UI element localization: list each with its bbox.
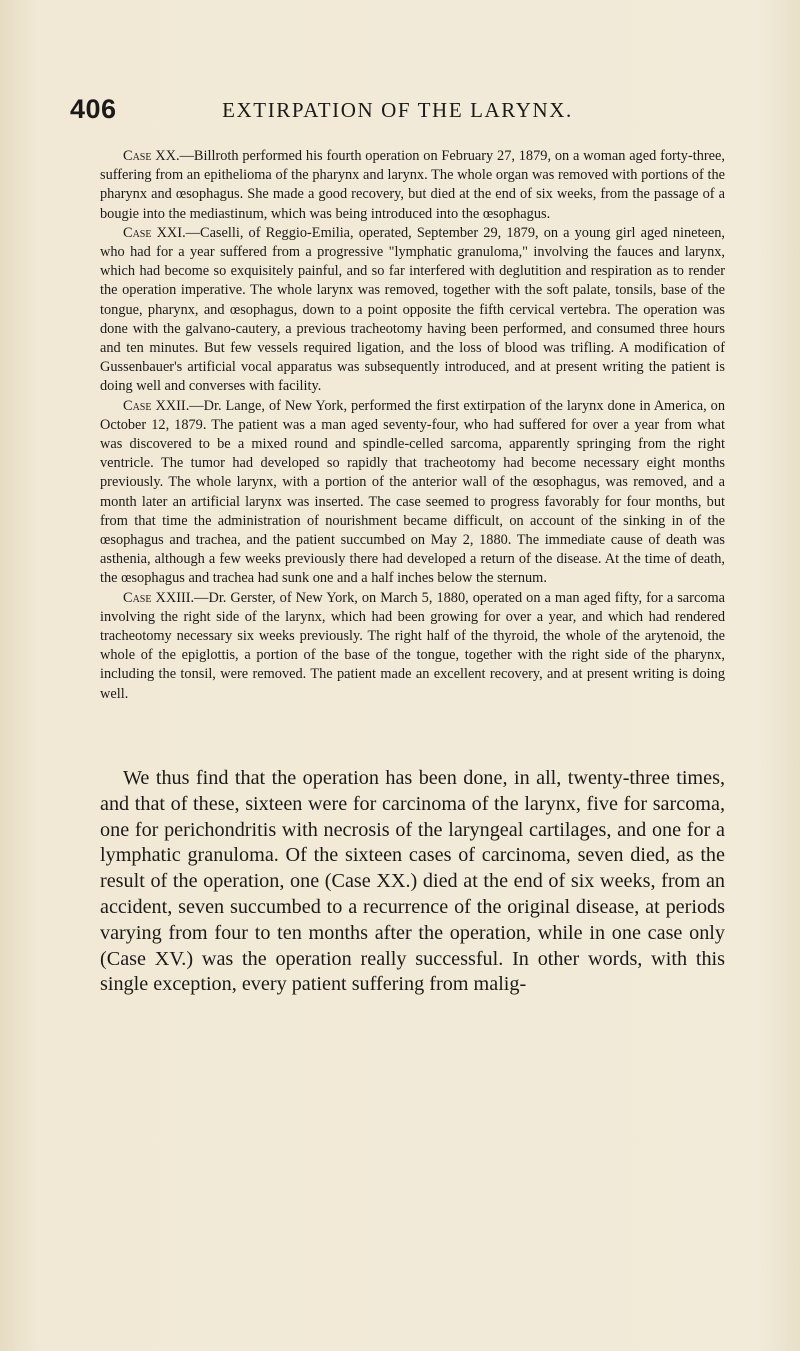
case-paragraph (100, 147, 725, 224)
case-paragraph (100, 589, 725, 704)
case-label: Case XXIII. (123, 589, 195, 606)
case-reports (100, 147, 725, 704)
case-paragraph (100, 224, 725, 397)
case-text: —Dr. Gerster, of New York, on March 5, 1880, operated on a man aged fifty, for a sarcoma involving the right side of the larynx, which had been growing for over a year, and which had rendered tracheotomy necessary six weeks previously. The right half of the thyroid, the whole of the arytenoid, the whole of the epiglottis, a portion of the base of the tongue, together with the right side of the pharynx, including the tonsil, were removed. The patient made an excellent recovery, and at present writing is doing well. (100, 589, 726, 702)
page-header (70, 94, 725, 130)
summary-section (100, 766, 725, 998)
page-number: 406 (70, 94, 117, 124)
case-paragraph (100, 397, 725, 589)
case-label: Case XX. (123, 148, 180, 164)
running-head: EXTIRPATION OF THE LARYNX. (222, 98, 573, 122)
case-label: Case XXI. (123, 224, 186, 241)
case-label: Case XXII. (123, 397, 190, 414)
case-text: —Dr. Lange, of New York, performed the first extirpation of the larynx done in America, on October 12, 1879. The patient was a man aged seventy-four, who had suffered for over a year from what was discovered to be a mixed round and spindle-celled sarcoma, apparently springing from the right ventricle. The tumor had developed so rapidly that tracheotomy had become necessary eight months previously. The whole larynx, with a portion of the anterior wall of the œsophagus, was removed, and a month later an artificial larynx was inserted. The case seemed to progress favorably for four months, but from that time the administration of nourishment became difficult, on account of the sinking in of the œsophagus and trachea, and the patient succumbed on May 2, 1880. The immediate cause of death was asthenia, although a few weeks previously there had developed a return of the disease. At the time of death, the œsophagus and trachea had sunk one and a half inches below the sternum. (100, 397, 725, 587)
summary-paragraph: We thus find that the operation has been done, in all, twenty-three times, and that of these, sixteen were for carcinoma of the larynx, five for sarcoma, one for perichondritis with necrosis of the laryngeal cartilages, and one for a lymphatic granuloma. Of the sixteen cases of carcinoma, seven died, as the result of the operation, one (Case XX.) died at the end of six weeks, from an accident, seven succumbed to a recurrence of the original disease, at periods varying from four to ten months after the operation, while in one case only (Case XV.) was the operation really successful. In other words, with this single exception, every patient suffering from malig- (100, 767, 725, 996)
case-text: —Billroth performed his fourth operation on February 27, 1879, on a woman aged forty-three, suffering from an epithelioma of the pharynx and larynx. The whole organ was removed with portions of the pharynx and œsophagus. She made a good recovery, but died at the end of six weeks, from the passage of a bougie into the mediastinum, which was being introduced into the œsophagus. (100, 148, 725, 222)
case-text: —Caselli, of Reggio-Emilia, operated, September 29, 1879, on a young girl aged nineteen, who had for a year suffered from a progressive "lymphatic granuloma," involving the fauces and larynx, which had become so exquisitely painful, and so far interfered with deglutition and respiration as to render the operation imperative. The whole larynx was removed, together with the soft palate, tonsils, base of the tongue, pharynx, and œsophagus, down to a point opposite the fifth cervical vertebra. The operation was done with the galvano-cautery, a previous tracheotomy having been performed, and consumed three hours and ten minutes. But few vessels required ligation, and the loss of blood was trifling. A modification of Gussenbauer's artificial vocal apparatus was subsequently introduced, and at present writing the patient is doing well and converses with facility. (100, 224, 725, 395)
